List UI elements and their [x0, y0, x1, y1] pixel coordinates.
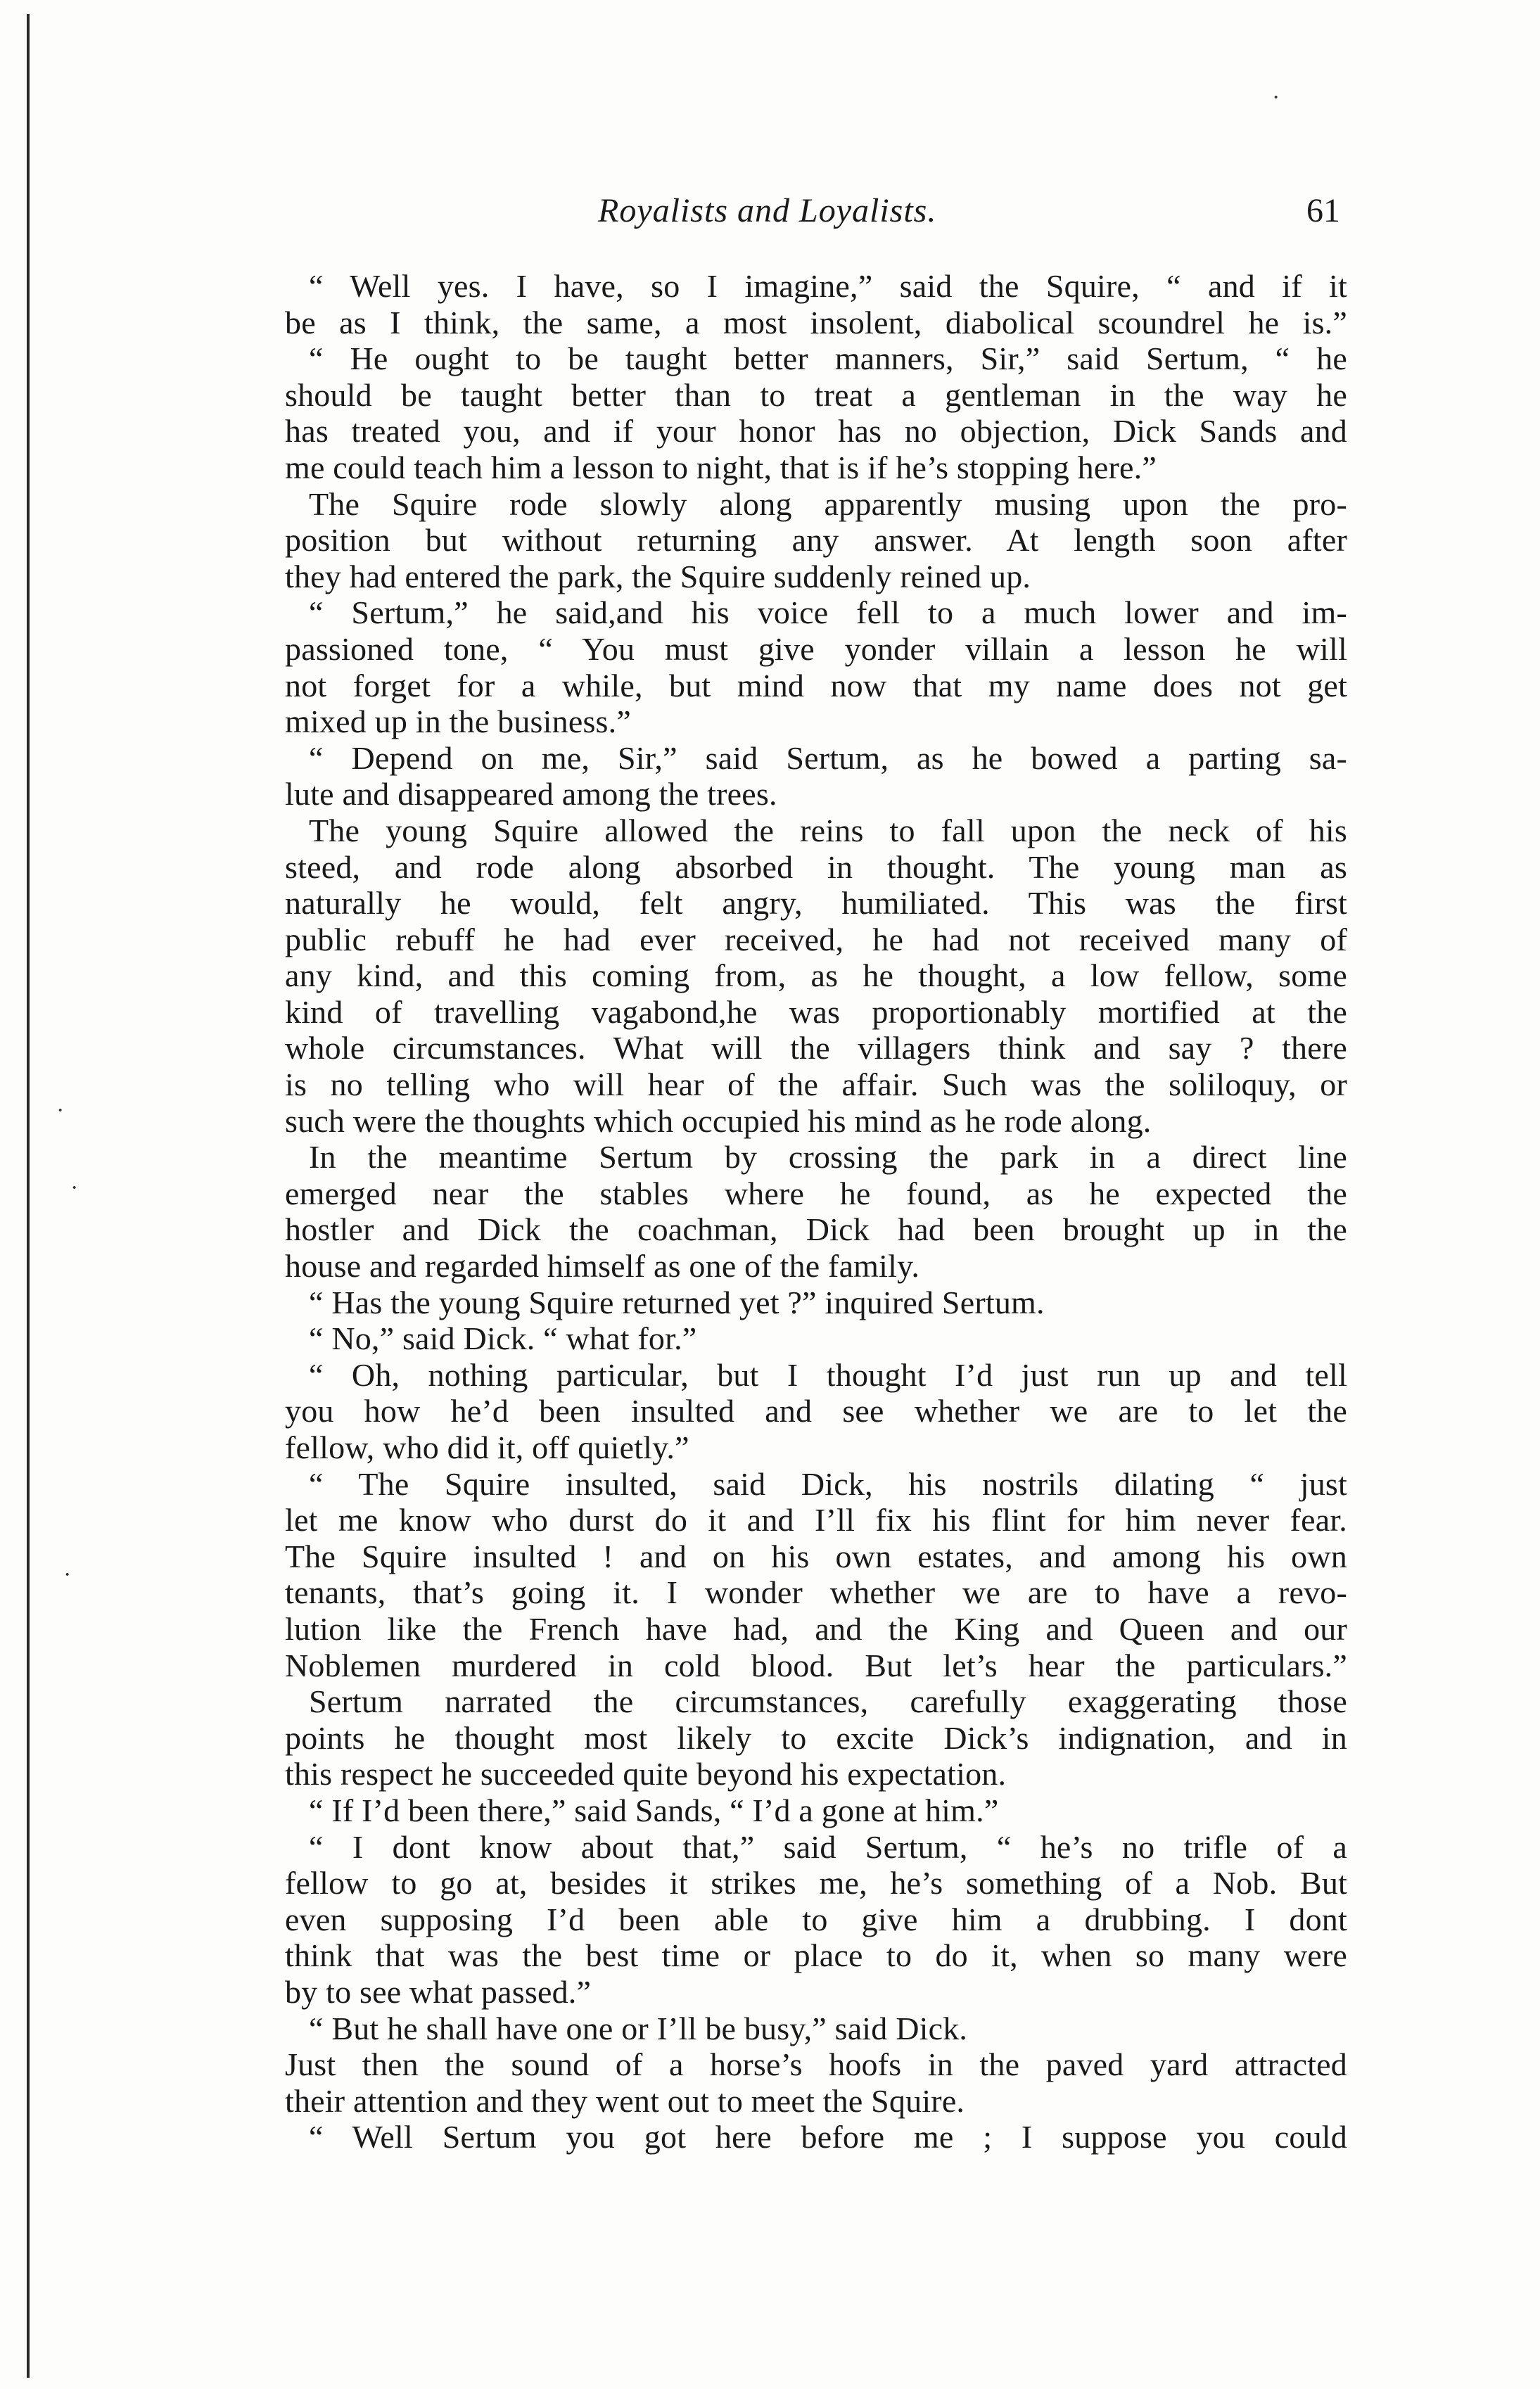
text-line: by to see what passed.” [285, 1973, 592, 2010]
text-line: Noblemen murdered in cold blood. But let’s hear the particulars.” [285, 1647, 1347, 1683]
text-line: “ He ought to be taught better manners, Sir,” said Sertum, “ he [309, 340, 1347, 377]
text-line: lution like the French have had, and the King and Queen and our [285, 1610, 1347, 1647]
text-line: has treated you, and if your honor has no objection, Dick Sands and [285, 413, 1347, 450]
text-line: be as I think, the same, a most insolent, diabolical scoundrel he is.” [285, 304, 1347, 340]
text-line: not forget for a while, but mind now that my name does not get [285, 667, 1347, 703]
text-line: Just then the sound of a horse’s hoofs in the paved yard attracted [285, 2046, 1347, 2083]
margin-speck-mark: · [70, 1175, 79, 1201]
text-line: “ The Squire insulted, said Dick, his nostrils dilating “ just [309, 1465, 1347, 1502]
text-line: they had entered the park, the Squire suddenly reined up. [285, 558, 1031, 594]
text-line: their attention and they went out to meet the Squire. [285, 2082, 965, 2119]
text-line: me could teach him a lesson to night, that is if he’s stopping here.” [285, 449, 1157, 485]
text-line: naturally he would, felt angry, humiliated. This was the first [285, 885, 1347, 922]
text-line: fellow to go at, besides it strikes me, he’s something of a Nob. But [285, 1865, 1347, 1901]
page-header [285, 191, 1340, 241]
text-line: let me know who durst do it and I’ll fix his flint for him never fear. [285, 1502, 1347, 1538]
text-line: steed, and rode along absorbed in thought. The young man as [285, 848, 1347, 885]
text-line: “ But he shall have one or I’ll be busy,” said Dick. [309, 2010, 968, 2046]
text-line: The Squire rode slowly along apparently musing upon the pro- [309, 485, 1347, 522]
text-line: “ Well Sertum you got here before me ; I suppose you could [309, 2119, 1347, 2155]
text-line: even supposing I’d been able to give him a drubbing. I dont [285, 1901, 1347, 1937]
text-line: is no telling who will hear of the affair. Such was the soliloquy, or [285, 1066, 1347, 1103]
margin-speck-mark: · [56, 1097, 65, 1123]
margin-speck-mark: · [1272, 84, 1280, 110]
running-title: Royalists and Loyalists. [598, 192, 937, 229]
text-line: public rebuff he had ever received, he had not received many of [285, 921, 1347, 957]
text-line: “ Oh, nothing particular, but I thought I’d just run up and tell [309, 1356, 1347, 1393]
text-line: mixed up in the business.” [285, 703, 631, 740]
text-line: any kind, and this coming from, as he thought, a low fellow, some [285, 957, 1347, 994]
page-number: 61 [1306, 192, 1340, 229]
text-line: should be taught better than to treat a gentleman in the way he [285, 376, 1347, 413]
text-line: “ If I’d been there,” said Sands, “ I’d a gone at him.” [309, 1792, 999, 1828]
text-line: Sertum narrated the circumstances, carefully exaggerating those [309, 1683, 1347, 1720]
text-line: The young Squire allowed the reins to fall upon the neck of his [309, 812, 1347, 848]
text-line: “ Sertum,” he said,and his voice fell to a much lower and im- [309, 594, 1347, 631]
text-line: lute and disappeared among the trees. [285, 776, 777, 813]
text-line: “ No,” said Dick. “ what for.” [309, 1320, 697, 1357]
text-line: emerged near the stables where he found, as he expected the [285, 1175, 1347, 1211]
text-line: tenants, that’s going it. I wonder whether we are to have a revo- [285, 1574, 1347, 1611]
text-line: position but without returning any answer. At length soon after [285, 522, 1347, 559]
text-line: “ Has the young Squire returned yet ?” inquired Sertum. [309, 1284, 1045, 1320]
text-line: The Squire insulted ! and on his own estates, and among his own [285, 1538, 1347, 1574]
body-text [285, 268, 1347, 2155]
text-line: passioned tone, “ You must give yonder villain a lesson he will [285, 630, 1347, 667]
text-line: kind of travelling vagabond,he was proportionably mortified at the [285, 993, 1347, 1030]
text-line: fellow, who did it, off quietly.” [285, 1429, 689, 1465]
text-line: this respect he succeeded quite beyond his expectation. [285, 1756, 1007, 1792]
binding-edge-line [27, 14, 30, 2378]
text-line: In the meantime Sertum by crossing the park in a direct line [309, 1139, 1347, 1176]
text-line: you how he’d been insulted and see whether we are to let the [285, 1393, 1347, 1429]
text-line: think that was the best time or place to do it, when so many were [285, 1937, 1347, 1974]
text-line: “ Depend on me, Sir,” said Sertum, as he bowed a parting sa- [309, 739, 1347, 776]
text-line: “ Well yes. I have, so I imagine,” said the Squire, “ and if it [309, 268, 1347, 304]
text-line: whole circumstances. What will the villagers think and say ? there [285, 1030, 1347, 1066]
text-line: hostler and Dick the coachman, Dick had been brought up in the [285, 1211, 1347, 1248]
text-line: such were the thoughts which occupied his mind as he rode along. [285, 1102, 1152, 1139]
text-line: points he thought most likely to excite Dick’s indignation, and in [285, 1719, 1347, 1756]
margin-speck-mark: · [63, 1562, 72, 1588]
text-line: house and regarded himself as one of the family. [285, 1248, 920, 1285]
text-line: “ I dont know about that,” said Sertum, “ he’s no trifle of a [309, 1828, 1347, 1865]
